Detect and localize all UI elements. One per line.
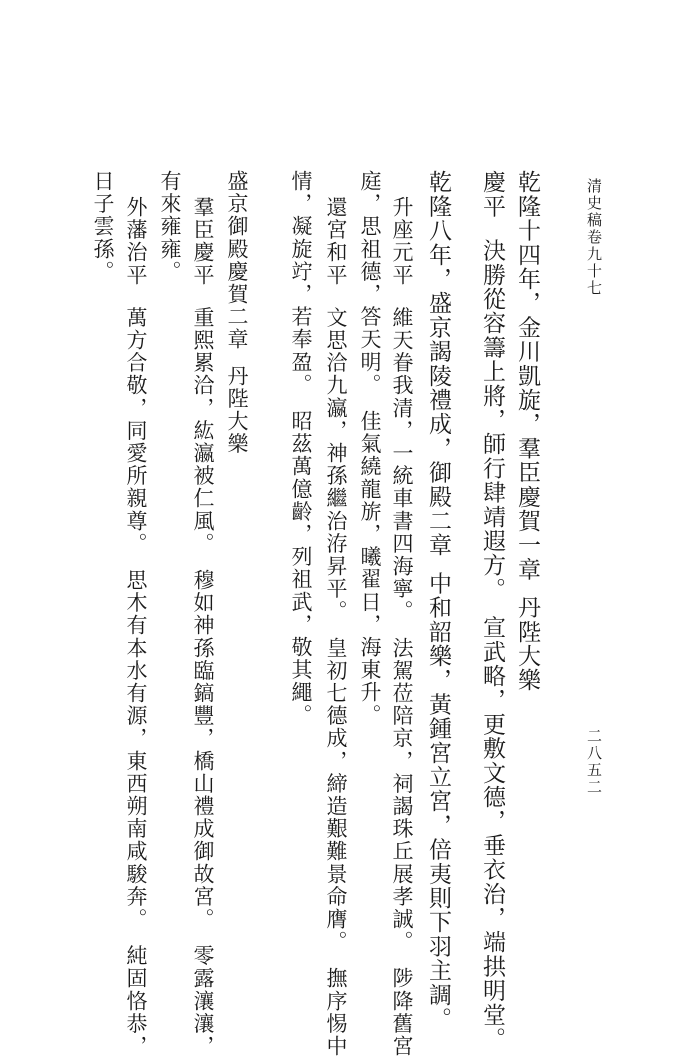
- text-segment: 情，凝旋竚，若奉盈。: [289, 170, 313, 396]
- text-segment: 中和韶樂，黃鍾宮立宮，倍夷則下羽主調。: [425, 571, 451, 1032]
- text-segment: 決勝從容籌上將，師行肆靖遐方。: [479, 238, 505, 602]
- text-segment: 重熙累洽，紘瀛被仁風。: [191, 306, 215, 556]
- text-column-9: [192, 196, 213, 1058]
- text-segment: 外藩治平: [124, 196, 148, 287]
- text-column-2: [480, 170, 503, 1051]
- text-column-4: [391, 196, 412, 1058]
- text-column-11: [125, 196, 146, 1058]
- text-column-5: [359, 170, 380, 726]
- text-segment: 庭，思祖德，答天明。: [358, 170, 382, 396]
- text-column-3: [426, 170, 449, 1031]
- text-segment: 法駕莅陪京，祠謁珠丘展孝誠。: [390, 636, 414, 954]
- text-segment: 日子雲孫。: [91, 170, 115, 283]
- page-number: 二八五二: [585, 728, 603, 796]
- text-segment: 還宮和平: [324, 196, 348, 287]
- text-column-8: [226, 170, 247, 455]
- text-segment: 陟降舊宮: [390, 967, 414, 1058]
- text-segment: 佳氣繞龍旂，曦翟日，海東升。: [358, 410, 382, 727]
- text-column-1: [515, 170, 538, 692]
- text-column-10: [159, 170, 180, 283]
- text-segment: 零露瀼瀼，: [191, 944, 215, 1058]
- text-segment: 穆如神孫臨鎬豐，: [191, 569, 215, 750]
- text-segment: 宣武略，更敷文德，垂衣治，端拱明堂。: [479, 615, 505, 1052]
- text-segment: 皇初七德成，締造艱難景命膺。: [324, 636, 348, 954]
- text-segment: 純固恪恭，: [124, 944, 148, 1058]
- text-segment: 盛京御殿慶賀二章: [225, 170, 249, 351]
- text-segment: 東西朔南咸駿奔。: [124, 749, 148, 931]
- text-segment: 有來雍雍。: [158, 170, 182, 283]
- text-column-6: [325, 196, 346, 1058]
- text-segment: 羣臣慶平: [191, 196, 215, 287]
- text-segment: 乾隆八年，盛京謁陵禮成，御殿二章: [425, 170, 451, 558]
- text-segment: 撫序惕中: [324, 967, 348, 1058]
- text-segment: 文思洽九瀛，神孫繼治洊昇平。: [324, 306, 348, 623]
- book-title: 清史稿卷九十七: [585, 178, 603, 297]
- text-segment: 萬方合敬，同愛所親尊。: [124, 306, 148, 556]
- text-column-12: [92, 170, 113, 283]
- text-segment: 升座元平: [390, 196, 414, 287]
- text-segment: 慶平: [479, 170, 505, 219]
- text-segment: 橋山禮成御故宮。: [191, 749, 215, 931]
- text-segment: 丹陛大樂: [514, 595, 540, 693]
- text-segment: 昭茲萬億齡，列祖武，敬其繩。: [289, 410, 313, 727]
- text-segment: 丹陛大樂: [225, 364, 249, 456]
- text-segment: 乾隆十四年，金川凱旋，羣臣慶賀一章: [514, 170, 540, 582]
- text-segment: 思木有本水有源，: [124, 569, 148, 750]
- text-column-7: [290, 170, 311, 726]
- text-segment: 維天眷我清，一統車書四海寧。: [390, 306, 414, 623]
